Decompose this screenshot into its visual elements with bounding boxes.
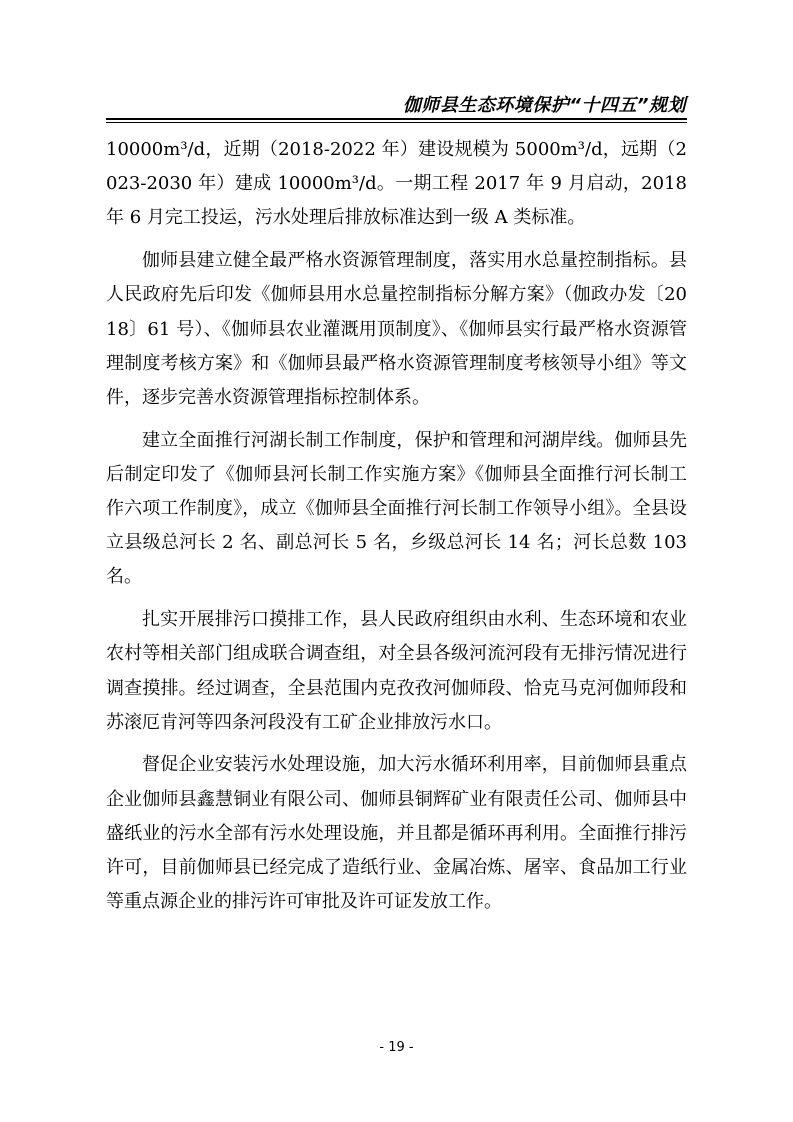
page-number: - 19 - — [379, 1040, 414, 1055]
header-rule-thin — [106, 122, 687, 123]
header-rule-thick — [106, 118, 687, 120]
paragraph-4: 扎实开展排污口摸排工作，县人民政府组织由水利、生态环境和农业农村等相关部门组成联合调查组，对全县各级河流河段有无排污情况进行调查摸排。经过调查，全县范围内克孜孜河伽师段、恰克马克河伽师段和苏滚厄肯河等四条河段没有工矿企业排放污水口。 — [106, 609, 687, 733]
body-text — [106, 133, 687, 928]
paragraph-1: 10000m³/d，近期（2018-2022 年）建设规模为 5000m³/d，远期（2023-2030 年）建成 10000m³/d。一期工程 2017 年 9 月启动，2018 年 6 月完工投运，污水处理后排放标准达到一级 A 类标准。 — [106, 139, 687, 229]
paragraph-5: 督促企业安装污水处理设施，加大污水循环利用率，目前伽师县重点企业伽师县鑫慧铜业有限公司、伽师县铜辉矿业有限责任公司、伽师县中盛纸业的污水全部有污水处理设施，并且都是循环再利用。全面推行排污许可，目前伽师县已经完成了造纸行业、金属冶炼、屠宰、食品加工行业等重点源企业的排污许可审批及许可证发放工作。 — [106, 754, 687, 913]
paragraph-3: 建立全面推行河湖长制工作制度，保护和管理和河湖岸线。伽师县先后制定印发了《伽师县河长制工作实施方案》《伽师县全面推行河长制工作六项工作制度》，成立《伽师县全面推行河长制工作领导小组》。全县设立县级总河长 2 名、副总河长 5 名，乡级总河长 14 名；河长总数 103 名。 — [106, 429, 687, 588]
header-title: 伽师县生态环境保护“十四五”规划 — [402, 95, 686, 116]
paragraph-2: 伽师县建立健全最严格水资源管理制度，落实用水总量控制指标。县人民政府先后印发《伽师县用水总量控制指标分解方案》（伽政办发〔2018〕61 号）、《伽师县农业灌溉用顶制度》、《伽师县实行最严格水资源管理制度考核方案》和《伽师县最严格水资源管理制度考核领导小组》等文件，逐步完善水资源管理指标控制体系。 — [106, 250, 687, 408]
